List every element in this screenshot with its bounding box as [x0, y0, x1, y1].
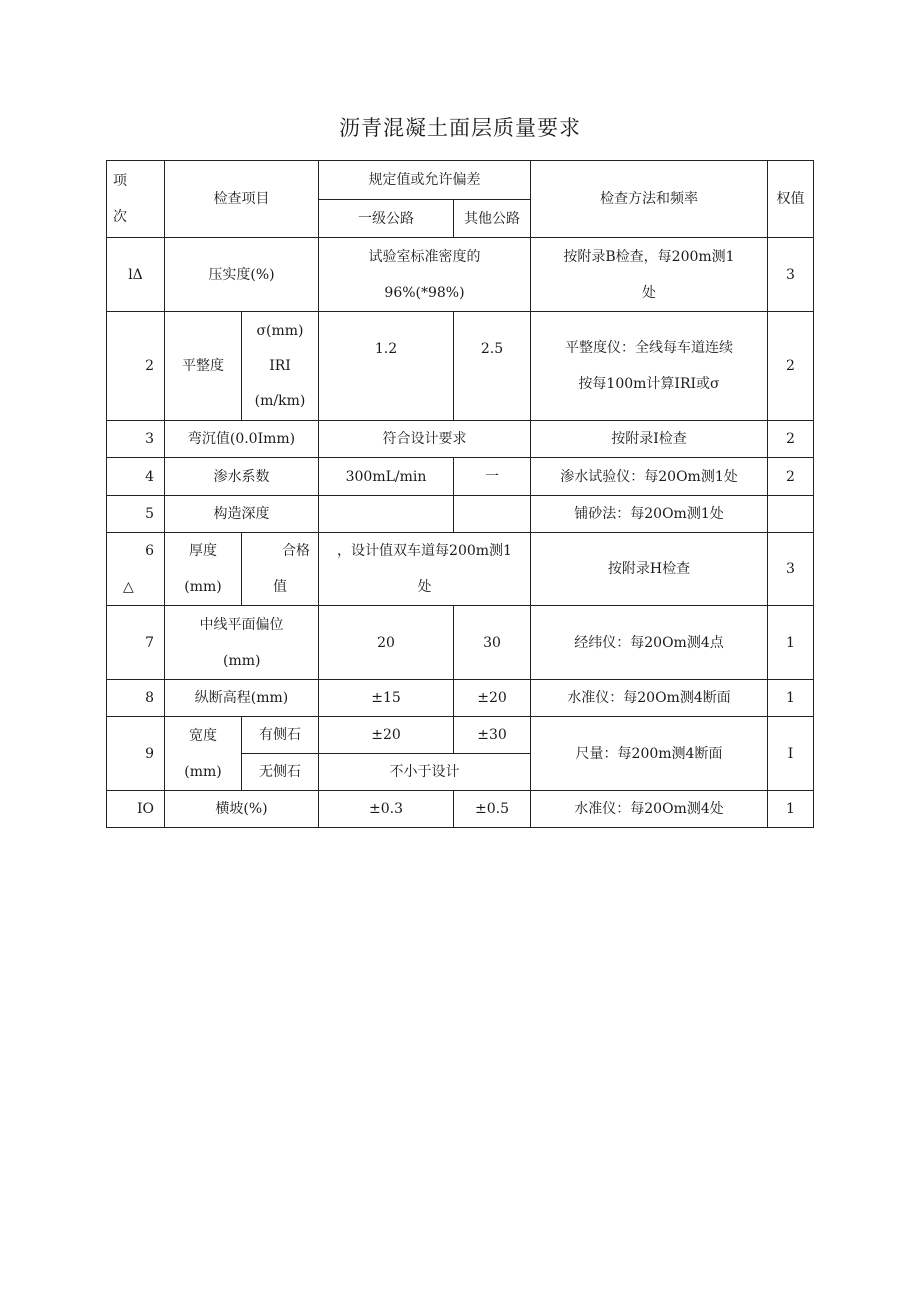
- table-row: [107, 421, 814, 458]
- row-sub-item-curb: 有侧石: [242, 717, 319, 754]
- header-item-no: 项 次: [107, 161, 165, 238]
- row-spec: 符合设计要求: [319, 421, 531, 458]
- row-spec: 试验室标准密度的 96%(*98%): [319, 238, 531, 312]
- row-weight: 3: [768, 238, 814, 312]
- row-grade1: 20: [319, 606, 454, 680]
- document-title: 沥青混凝土面层质量要求: [339, 116, 581, 140]
- row-grade1: 300mL/min: [319, 458, 454, 496]
- row-grade1: ±20: [319, 717, 454, 754]
- row-weight: I: [768, 717, 814, 791]
- row-no: 2: [107, 312, 165, 421]
- table-row: [107, 312, 814, 421]
- row-other: 30: [454, 606, 531, 680]
- row-item: 厚度 (mm): [165, 533, 242, 606]
- row-item: 纵断高程(mm): [165, 680, 319, 717]
- row-method: 按附录I检查: [531, 421, 768, 458]
- row-method: 水准仪：每20Om测4处: [531, 791, 768, 828]
- row-other: 2.5: [454, 312, 531, 421]
- row-weight: 3: [768, 533, 814, 606]
- table-row: [107, 238, 814, 312]
- row-weight: 2: [768, 421, 814, 458]
- row-item: 中线平面偏位 (mm): [165, 606, 319, 680]
- row-other: [454, 496, 531, 533]
- row-weight: 1: [768, 680, 814, 717]
- row-weight: 2: [768, 458, 814, 496]
- table-row: [107, 533, 814, 606]
- row-method: 按附录B检查，每200m测1 处: [531, 238, 768, 312]
- row-no: 4: [107, 458, 165, 496]
- row-method: 平整度仪：全线每车道连续 按每100m计算IRI或σ: [531, 312, 768, 421]
- row-method: 按附录H检查: [531, 533, 768, 606]
- row-method: 铺砂法：每20Om测1处: [531, 496, 768, 533]
- row-item: 构造深度: [165, 496, 319, 533]
- row-item: 弯沉值(0.0Imm): [165, 421, 319, 458]
- table-row: [107, 606, 814, 680]
- row-weight: 1: [768, 606, 814, 680]
- header-weight: 权值: [768, 161, 814, 238]
- row-grade1: 1.2: [319, 312, 454, 421]
- table-row: [107, 458, 814, 496]
- row-weight: 2: [768, 312, 814, 421]
- row-no: 3: [107, 421, 165, 458]
- header-inspection-item: 检查项目: [165, 161, 319, 238]
- row-other: ±30: [454, 717, 531, 754]
- row-no: 6 △: [107, 533, 165, 606]
- row-item: 平整度: [165, 312, 242, 421]
- row-item: 渗水系数: [165, 458, 319, 496]
- header-allowed-deviation: 规定值或允许偏差: [319, 161, 531, 200]
- row-spec: ，设计值双车道每200m测1 处: [319, 533, 531, 606]
- table-row: [107, 680, 814, 717]
- row-method: 水准仪：每20Om测4断面: [531, 680, 768, 717]
- row-other: ±0.5: [454, 791, 531, 828]
- row-no: lΔ: [107, 238, 165, 312]
- row-grade1: ±0.3: [319, 791, 454, 828]
- row-method: 渗水试验仪：每20Om测1处: [531, 458, 768, 496]
- row-item: 宽度 (mm): [165, 717, 242, 791]
- row-method: 经纬仪：每20Om测4点: [531, 606, 768, 680]
- row-sub-item-no-curb: 无侧石: [242, 754, 319, 791]
- row-no: 7: [107, 606, 165, 680]
- row-weight: 1: [768, 791, 814, 828]
- row-no: IO: [107, 791, 165, 828]
- row-item: 横坡(%): [165, 791, 319, 828]
- row-sub-item: 合格 值: [242, 533, 319, 606]
- row-item: 压实度(%): [165, 238, 319, 312]
- row-grade1: [319, 496, 454, 533]
- row-other: ±20: [454, 680, 531, 717]
- row-no: 9: [107, 717, 165, 791]
- row-grade1: ±15: [319, 680, 454, 717]
- row-no: 8: [107, 680, 165, 717]
- table-header-row: [107, 161, 814, 200]
- row-sub-item: σ(mm) IRI (m/km): [242, 312, 319, 421]
- row-other: 一: [454, 458, 531, 496]
- row-method: 尺量：每200m测4断面: [531, 717, 768, 791]
- header-other-highway: 其他公路: [454, 200, 531, 238]
- row-no: 5: [107, 496, 165, 533]
- table-row: [107, 496, 814, 533]
- table-row: [107, 717, 814, 754]
- header-grade1-highway: 一级公路: [319, 200, 454, 238]
- header-method: 检查方法和频率: [531, 161, 768, 238]
- row-weight: [768, 496, 814, 533]
- row-spec: 不小于设计: [319, 754, 531, 791]
- quality-table: [106, 160, 814, 828]
- table-row: [107, 791, 814, 828]
